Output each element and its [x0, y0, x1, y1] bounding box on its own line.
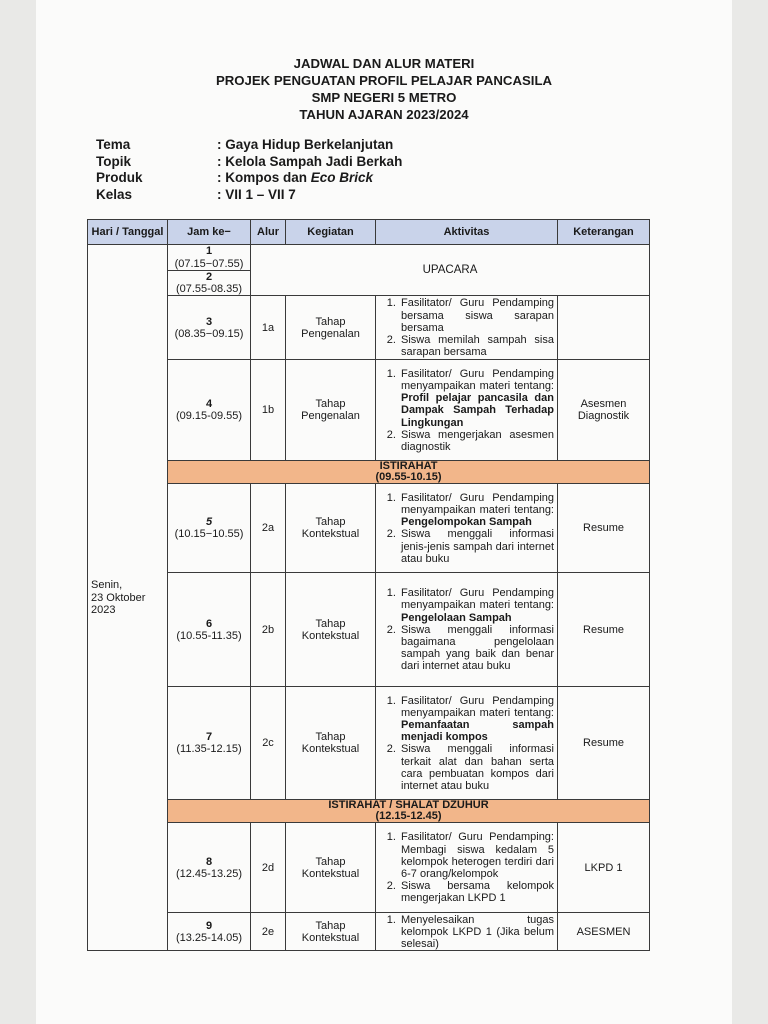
info-topik: [96, 154, 402, 171]
jam-cell: [168, 271, 251, 296]
header-alur: Alur: [251, 220, 286, 245]
alur-cell: 2a: [251, 484, 286, 573]
header-day: Hari / Tanggal: [88, 220, 168, 245]
break-row: [88, 461, 650, 484]
upacara-cell: UPACARA: [251, 245, 650, 296]
activity-item: 1. Fasilitator/ Guru Pendamping: Membagi siswa kedalam 5 kelompok heterogen terdiri dari 6-7 orang/kelompok: [399, 831, 554, 880]
break-row: [88, 800, 650, 823]
keterangan-cell: Resume: [558, 573, 650, 687]
activity-list: [379, 695, 554, 793]
activity-item: 1. Fasilitator/ Guru Pendamping bersama siswa sarapan bersama: [399, 297, 554, 334]
jam-time: (10.55-11.35): [176, 629, 242, 642]
jam-number: 6: [205, 617, 213, 630]
activity-list: [379, 914, 554, 951]
keterangan-cell: LKPD 1: [558, 823, 650, 913]
info-label: Kelas: [96, 186, 133, 202]
jam-time: (10.15−10.55): [174, 528, 244, 541]
info-value-text: : Kompos dan: [217, 170, 311, 185]
table-header-row: [88, 220, 650, 245]
jam-cell: [168, 484, 251, 573]
alur-cell: 2c: [251, 687, 286, 800]
document-title: [36, 55, 732, 123]
table-row: [88, 296, 650, 360]
activity-text: Fasilitator/ Guru Pendamping menyampaikan materi tentang:: [401, 367, 554, 392]
title-line-1: JADWAL DAN ALUR MATERI: [293, 56, 475, 71]
alur-cell: 2d: [251, 823, 286, 913]
jam-cell: [168, 823, 251, 913]
activity-item: 2. Siswa bersama kelompok mengerjakan LKPD 1: [399, 880, 554, 904]
table-row: [88, 573, 650, 687]
aktivitas-cell: [376, 823, 558, 913]
jam-cell: [168, 573, 251, 687]
break-cell: [168, 461, 650, 484]
alur-cell: 1a: [251, 296, 286, 360]
jam-number: 7: [205, 731, 213, 744]
table-row: [88, 913, 650, 951]
activity-item: 1. Menyelesaikan tugas kelompok LKPD 1 (Jika belum selesai): [399, 914, 554, 951]
day-cell: [88, 245, 168, 951]
jam-time: (07.55-08.35): [175, 283, 243, 296]
info-value: : Kelola Sampah Jadi Berkah: [217, 153, 403, 169]
info-label: Tema: [96, 137, 131, 152]
activity-item: 2. Siswa mengerjakan asesmen diagnostik: [399, 429, 554, 453]
activity-item: 2. Siswa menggali informasi terkait alat dan bahan serta cara pembuatan kompos dari internet atau buku: [399, 743, 554, 792]
kegiatan-cell: Tahap Kontekstual: [286, 687, 376, 800]
info-tema: [96, 137, 402, 154]
table-row: [88, 687, 650, 800]
jam-cell: [168, 360, 251, 461]
info-produk: [96, 170, 402, 187]
activity-item: 2. Siswa menggali informasi jenis-jenis sampah dari internet atau buku: [399, 528, 554, 565]
break-time: (09.55-10.15): [375, 471, 442, 484]
activity-list: [379, 587, 554, 672]
break-cell: [168, 800, 650, 823]
table-row: [88, 823, 650, 913]
jam-cell: [168, 687, 251, 800]
aktivitas-cell: [376, 573, 558, 687]
jam-time: (13.25-14.05): [175, 931, 243, 944]
jam-number: 2: [205, 271, 213, 283]
table-row: [88, 245, 650, 271]
jam-number: 9: [205, 919, 213, 932]
alur-cell: 2b: [251, 573, 286, 687]
activity-list: [379, 368, 554, 453]
jam-number: 3: [205, 315, 213, 328]
kegiatan-cell: Tahap Kontekstual: [286, 823, 376, 913]
aktivitas-cell: [376, 913, 558, 951]
jam-time: (08.35−09.15): [174, 327, 244, 340]
activity-item: [399, 492, 554, 529]
jam-time: (12.45-13.25): [175, 867, 243, 880]
activity-item: [399, 695, 554, 744]
activity-list: [379, 297, 554, 358]
jam-number: 4: [205, 398, 213, 411]
aktivitas-cell: [376, 484, 558, 573]
activity-topic: Pemanfaatan sampah menjadi kompos: [401, 719, 554, 744]
kegiatan-cell: Tahap Kontekstual: [286, 913, 376, 951]
activity-item: 2. Siswa menggali informasi bagaimana pengelolaan sampah yang baik dan benar dari internet atau buku: [399, 624, 554, 673]
kegiatan-cell: Tahap Kontekstual: [286, 573, 376, 687]
activity-text: Fasilitator/ Guru Pendamping menyampaikan materi tentang:: [401, 491, 554, 516]
activity-item: 2. Siswa memilah sampah sisa sarapan bersama: [399, 334, 554, 358]
keterangan-cell: Resume: [558, 484, 650, 573]
break-time: (12.15-12.45): [375, 810, 442, 823]
break-label: ISTIRAHAT / SHALAT DZUHUR: [328, 799, 489, 812]
header-jam: Jam ke−: [168, 220, 251, 245]
title-line-4: TAHUN AJARAN 2023/2024: [299, 107, 469, 122]
keterangan-cell: Resume: [558, 687, 650, 800]
info-value: [217, 170, 373, 187]
activity-list: [379, 492, 554, 565]
activity-item: [399, 368, 554, 429]
activity-text: Fasilitator/ Guru Pendamping menyampaikan materi tentang:: [401, 694, 554, 719]
kegiatan-cell: Tahap Kontekstual: [286, 484, 376, 573]
table-row: [88, 360, 650, 461]
activity-topic: Pengelolaan Sampah: [401, 611, 512, 624]
activity-text: Fasilitator/ Guru Pendamping menyampaikan materi tentang:: [401, 587, 554, 612]
info-value: : VII 1 – VII 7: [217, 186, 296, 202]
jam-number: 8: [205, 855, 213, 868]
table-row: [88, 484, 650, 573]
info-label: Produk: [96, 170, 143, 185]
kegiatan-cell: Tahap Pengenalan: [286, 296, 376, 360]
aktivitas-cell: [376, 296, 558, 360]
day-name: Senin,: [91, 579, 123, 592]
title-line-3: SMP NEGERI 5 METRO: [311, 90, 457, 105]
aktivitas-cell: [376, 360, 558, 461]
alur-cell: 2e: [251, 913, 286, 951]
info-value: : Gaya Hidup Berkelanjutan: [217, 137, 394, 152]
info-value-italic: Eco Brick: [310, 170, 374, 185]
kegiatan-cell: Tahap Pengenalan: [286, 360, 376, 461]
alur-cell: 1b: [251, 360, 286, 461]
header-aktivitas: Aktivitas: [376, 220, 558, 245]
jam-time: (09.15-09.55): [175, 410, 243, 423]
info-kelas: [96, 187, 402, 204]
keterangan-cell: Asesmen Diagnostik: [558, 360, 650, 461]
activity-list: [379, 831, 554, 904]
activity-item: [399, 587, 554, 624]
project-info: [96, 137, 402, 203]
jam-number: 1: [205, 245, 213, 258]
jam-number: 5: [205, 516, 213, 529]
break-label: ISTIRAHAT: [379, 460, 438, 473]
schedule-table: [87, 219, 650, 951]
jam-time: (11.35-12.15): [176, 743, 242, 756]
aktivitas-cell: [376, 687, 558, 800]
keterangan-cell: [558, 296, 650, 360]
jam-time: (07.15−07.55): [174, 257, 244, 270]
jam-cell: [168, 296, 251, 360]
activity-topic: Pengelompokan Sampah: [401, 516, 532, 529]
day-date: 23 Oktober 2023: [91, 591, 146, 616]
jam-cell: [168, 245, 251, 271]
activity-topic: Profil pelajar pancasila dan Dampak Sampah Terhadap Lingkungan: [401, 392, 554, 429]
info-label: Topik: [96, 153, 131, 169]
header-keterangan: Keterangan: [558, 220, 650, 245]
header-kegiatan: Kegiatan: [286, 220, 376, 245]
title-line-2: PROJEK PENGUATAN PROFIL PELAJAR PANCASILA: [215, 73, 553, 88]
keterangan-cell: ASESMEN: [558, 913, 650, 951]
jam-cell: [168, 913, 251, 951]
